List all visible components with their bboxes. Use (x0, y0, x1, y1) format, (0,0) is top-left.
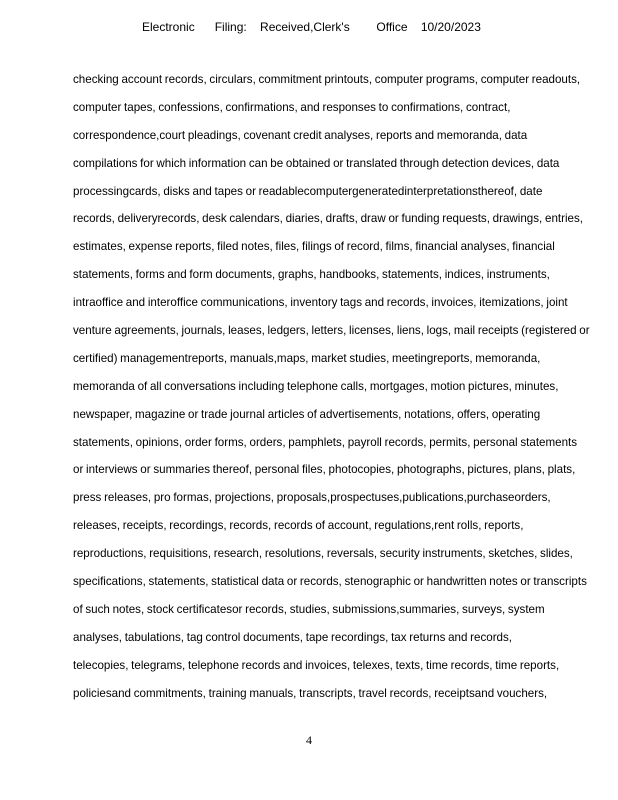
body-line: estimates, expense reports, filed notes, files, filings of record, films, financial analyses, financial (73, 240, 555, 254)
body-line: certified) managementreports, manuals,maps, market studies, meetingreports, memoranda, (73, 351, 541, 365)
body-line: reproductions, requisitions, research, resolutions, reversals, security instruments, sketches, slides, (73, 547, 573, 561)
body-line: specifications, statements, statistical data or records, stenographic or handwritten notes or transcripts (73, 575, 587, 589)
body-line: policiesand commitments, training manuals, transcripts, travel records, receiptsand vouchers, (73, 686, 548, 700)
body-line: analyses, tabulations, tag control documents, tape recordings, tax returns and records, (73, 630, 513, 644)
body-line: telecopies, telegrams, telephone records and invoices, telexes, texts, time records, time reports, (73, 658, 560, 672)
body-line: of such notes, stock certificatesor records, studies, submissions,summaries, surveys, system (73, 602, 545, 616)
body-line: correspondence,court pleadings, covenant credit analyses, reports and memoranda, data (73, 128, 528, 142)
body-line: releases, receipts, recordings, records, records of account, regulations,rent rolls, reports, (73, 519, 524, 533)
body-line: compilations for which information can be obtained or translated through detection devices, data (73, 156, 560, 170)
filing-stamp-header: Electronic Filing: Received,Clerk's Office 10/20/2023 (142, 20, 481, 34)
page-number: 4 (306, 733, 312, 747)
body-line: memoranda of all conversations including telephone calls, mortgages, motion pictures, minutes, (73, 379, 559, 393)
body-line: or interviews or summaries thereof, personal files, photocopies, photographs, pictures, plans, plats, (73, 463, 576, 477)
body-line: press releases, pro formas, projections, proposals,prospectuses,publications,purchaseorders, (73, 491, 551, 505)
body-line: statements, opinions, order forms, orders, pamphlets, payroll records, permits, personal statements (73, 435, 578, 449)
body-line: intraoffice and interoffice communications, inventory tags and records, invoices, itemizations, joint (73, 296, 568, 310)
document-body (73, 66, 618, 707)
body-line: computer tapes, confessions, confirmations, and responses to confirmations, contract, (73, 100, 511, 114)
body-line: statements, forms and form documents, graphs, handbooks, statements, indices, instruments, (73, 268, 550, 282)
body-line: processingcards, disks and tapes or readablecomputergeneratedinterpretationsthereof, date (73, 184, 543, 198)
body-line: records, deliveryrecords, desk calendars, diaries, drafts, draw or funding requests, drawings, entries, (73, 212, 584, 226)
body-line: venture agreements, journals, leases, ledgers, letters, licenses, liens, logs, mail receipts (registered or (73, 324, 590, 338)
body-line: checking account records, circulars, commitment printouts, computer programs, computer readouts, (73, 73, 581, 86)
body-line: newspaper, magazine or trade journal articles of advertisements, notations, offers, operating (73, 407, 541, 421)
